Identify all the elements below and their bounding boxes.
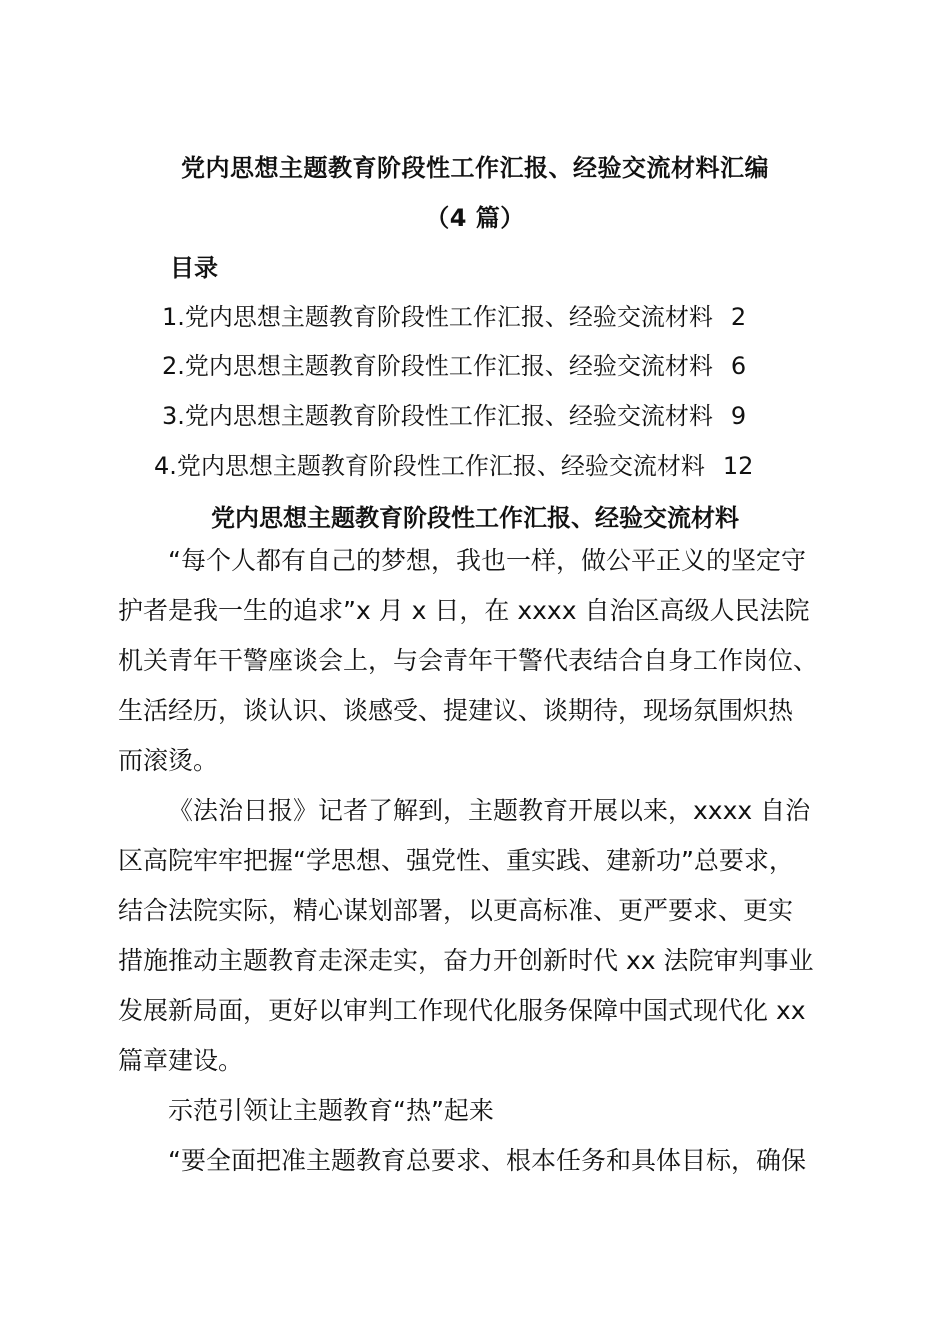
subheading-line: 示范引领让主题教育“热”起来 <box>168 1096 494 1125</box>
body-text-line: 生活经历，谈认识、谈感受、提建议、谈期待，现场氛围炽热 <box>118 696 794 725</box>
body-text-line: 区高院牢牢把握“学思想、强党性、重实践、建新功”总要求， <box>118 846 794 875</box>
toc-entry[interactable] <box>162 297 746 332</box>
toc-entry[interactable] <box>154 446 753 481</box>
toc-entry-label: 4.党内思想主题教育阶段性工作汇报、经验交流材料 <box>154 452 705 480</box>
body-text-line: 而滚烫。 <box>118 746 219 775</box>
document-title: 党内思想主题教育阶段性工作汇报、经验交流材料汇编 <box>181 154 769 182</box>
body-text-line: “每个人都有自己的梦想，我也一样，做公平正义的坚定守 <box>168 546 806 575</box>
toc-entry-label: 2.党内思想主题教育阶段性工作汇报、经验交流材料 <box>162 352 713 380</box>
body-text-line: 结合法院实际，精心谋划部署，以更高标准、更严要求、更实 <box>118 896 794 925</box>
toc-entry-page: 9 <box>730 402 747 430</box>
body-text-line: 机关青年干警座谈会上，与会青年干警代表结合自身工作岗位、 <box>118 646 819 675</box>
toc-entry-page: 2 <box>730 303 747 331</box>
body-text-line: 措施推动主题教育走深走实，奋力开创新时代 xx 法院审判事业 <box>118 946 814 975</box>
body-text-line: 发展新局面，更好以审判工作现代化服务保障中国式现代化 xx <box>118 996 806 1025</box>
toc-entry-label: 1.党内思想主题教育阶段性工作汇报、经验交流材料 <box>162 303 713 331</box>
body-text-line: 护者是我一生的追求”x 月 x 日，在 xxxx 自治区高级人民法院 <box>118 596 810 625</box>
body-text-line: 篇章建设。 <box>118 1046 244 1075</box>
section-title: 党内思想主题教育阶段性工作汇报、经验交流材料 <box>211 504 739 532</box>
body-text-line: 《法治日报》记者了解到，主题教育开展以来，xxxx 自治 <box>168 796 811 825</box>
toc-entry[interactable] <box>162 396 746 431</box>
toc-entry-label: 3.党内思想主题教育阶段性工作汇报、经验交流材料 <box>162 402 713 430</box>
document-title-count: （4 篇） <box>425 204 525 232</box>
toc-entry[interactable] <box>162 346 746 381</box>
toc-heading: 目录 <box>170 254 218 282</box>
toc-entry-page: 12 <box>722 452 754 480</box>
body-text-line: “要全面把准主题教育总要求、根本任务和具体目标，确保 <box>168 1146 806 1175</box>
toc-entry-page: 6 <box>730 352 747 380</box>
